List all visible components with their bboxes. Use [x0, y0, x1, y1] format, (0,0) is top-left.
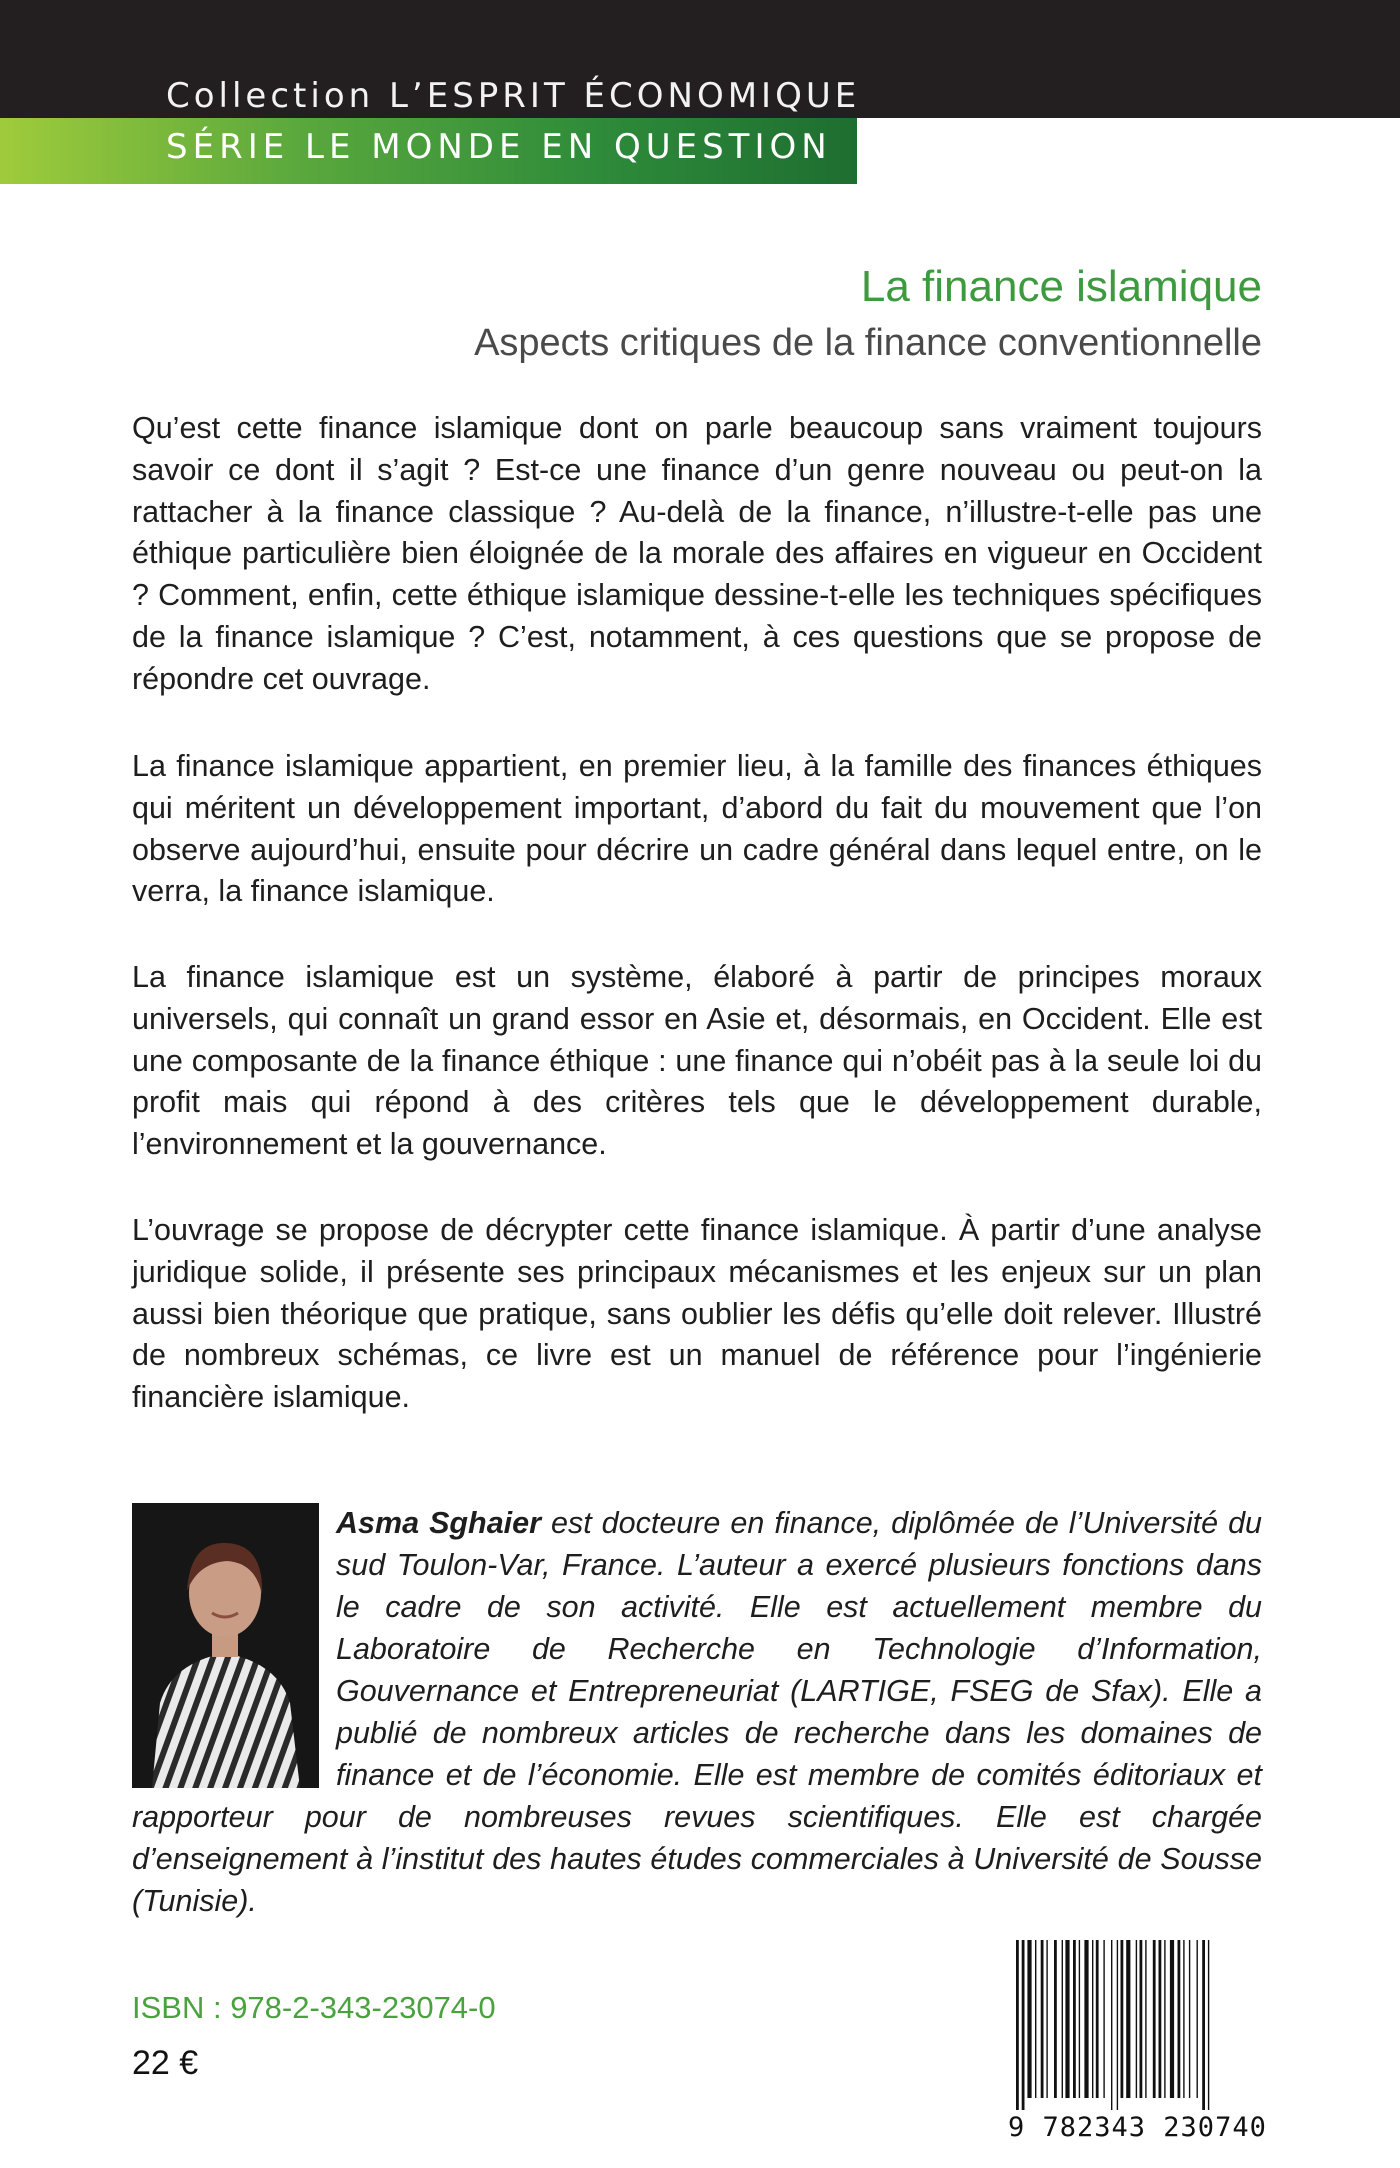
- barcode-bar: [1140, 1940, 1143, 2098]
- barcode-bar: [1062, 1940, 1063, 2098]
- barcode-bar: [1197, 1940, 1198, 2098]
- barcode-number: 9 782343 230740: [1008, 2112, 1267, 2143]
- barcode-bar: [1121, 1940, 1124, 2098]
- barcode-bar: [1041, 1940, 1044, 2098]
- barcode-bar: [1079, 1940, 1080, 2098]
- series-label: SÉRIE LE MONDE EN QUESTION: [166, 127, 832, 167]
- author-name: Asma Sghaier: [336, 1506, 541, 1540]
- barcode-bar: [1170, 1940, 1174, 2098]
- barcode-bar: [1153, 1940, 1156, 2098]
- book-subtitle: Aspects critiques de la finance conventionnelle: [474, 322, 1262, 364]
- barcode-bar: [1117, 1940, 1118, 2110]
- price: 22 €: [132, 2044, 199, 2082]
- author-bio-text: est docteure en finance, diplômée de l’Université du sud Toulon-Var, France. L’auteur a exercé plusieurs fonctions dans le cadre de son activité. Elle est actuellement membre du Laboratoire de Recherche en Technologie d’Information, Gouvernance et Entrepreneuriat (LARTIGE, FSEG de Sfax). Elle a publié de nombreux articles de recherche dans les domaines de finance et de l’économie. Elle est membre de comités éditoriaux et rapporteur pour de nombreuses revues scientifiques. Elle est chargée d’enseignement à l’institut des hautes études commerciales à Université de Sousse (Tunisie).: [132, 1506, 1262, 1918]
- paragraph-3: La finance islamique est un système, élaboré à partir de principes moraux universels, qui connaît un grand essor en Asie et, désormais, en Occident. Elle est une composante de la finance éthique : une finance qui n’obéit pas à la seule loi du profit mais qui répond à des critères tels que le développement durable, l’environnement et la gouvernance.: [132, 960, 1262, 1162]
- barcode-bar: [1208, 1940, 1209, 2110]
- barcode-bar: [1103, 1940, 1104, 2098]
- author-bio: [132, 1502, 1262, 1922]
- barcode-bar: [1046, 1940, 1047, 2098]
- barcode-bar: [1073, 1940, 1076, 2098]
- barcode-bar: [1164, 1940, 1165, 2098]
- barcode-bar: [1027, 1940, 1031, 2098]
- barcode-bar: [1202, 1940, 1205, 2110]
- paragraph-4: L’ouvrage se propose de décrypter cette finance islamique. À partir d’une analyse juridique solide, il présente ses principaux mécanismes et les enjeux sur un plan aussi bien théorique que pratique, sans oublier les défis qu’elle doit relever. Illustré de nombreux schémas, ce livre est un manuel de référence pour l’ingénierie financière islamique.: [132, 1213, 1262, 1415]
- barcode-bar: [1159, 1940, 1162, 2098]
- barcode-bars: [1010, 1940, 1264, 2110]
- book-title: La finance islamique: [860, 262, 1262, 311]
- barcode-bar: [1111, 1940, 1112, 2110]
- barcode-bar: [1035, 1940, 1036, 2098]
- barcode: [1010, 1940, 1264, 2140]
- barcode-bar: [1096, 1940, 1099, 2098]
- barcode-bar: [1178, 1940, 1181, 2098]
- barcode-bar: [1145, 1940, 1146, 2098]
- barcode-bar: [1126, 1940, 1130, 2098]
- barcode-bar: [1183, 1940, 1184, 2098]
- barcode-bar: [1092, 1940, 1093, 2098]
- barcode-bar: [1022, 1940, 1025, 2110]
- barcode-bar: [1189, 1940, 1190, 2098]
- barcode-bar: [1016, 1940, 1019, 2110]
- collection-label: Collection L’ESPRIT ÉCONOMIQUE: [166, 76, 861, 116]
- barcode-bar: [1136, 1940, 1137, 2098]
- barcode-bar: [1084, 1940, 1088, 2098]
- paragraph-1: Qu’est cette finance islamique dont on parle beaucoup sans vraiment toujours savoir ce dont il s’agit ? Est-ce une finance d’un genre nouveau ou peut-on la rattacher à la finance classique ? Au-delà de la finance, n’illustre-t-elle pas une éthique particulière bien éloignée de la morale des affaires en vigueur en Occident ? Comment, enfin, cette éthique islamique dessine-t-elle les techniques spécifiques de la finance islamique ? C’est, notamment, à ces questions que se propose de répondre cet ouvrage.: [132, 411, 1262, 696]
- paragraph-2: La finance islamique appartient, en premier lieu, à la famille des finances éthiques qui méritent un développement important, d’abord du fait du mouvement que l’on observe aujourd’hui, ensuite pour décrire un cadre général dans lequel entre, on le verra, la finance islamique.: [132, 749, 1262, 909]
- isbn: ISBN : 978-2-343-23074-0: [132, 1990, 496, 2025]
- barcode-bar: [1054, 1940, 1057, 2098]
- barcode-bar: [1065, 1940, 1069, 2098]
